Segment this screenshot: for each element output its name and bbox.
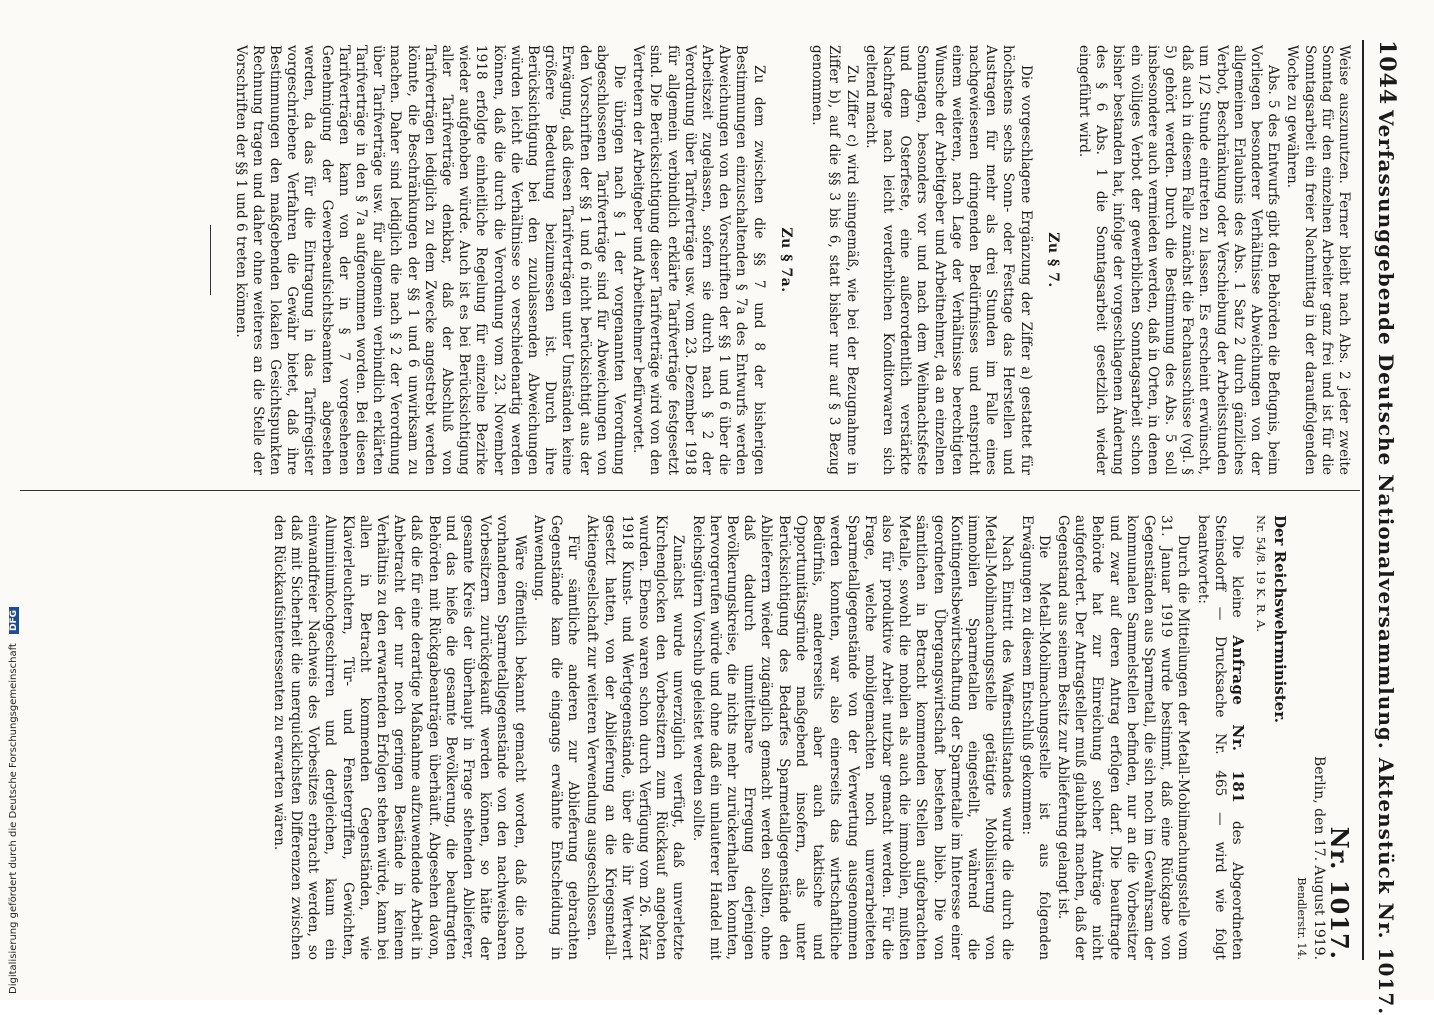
inquiry-intro: [1193, 515, 1246, 960]
paragraph: Durch die Mitteilungen der Metall-Mobilmachungsstelle vom 31. Januar 1919 wurde bestimmt, daß eine Rückgabe von Gegenständen aus Sparmetall, die sich noch im Gewahrsam der kommunalen Sammelstellen befinden, nur an die Vorbesitzer und zwar auf deren Antrag erfolgen darf. Die beauftragte Behörde hat zur Einreichung solcher Anträge nicht aufgefordert. Der Antragsteller muß glaubhaft machen, daß der Gegenstand aus seinem Besitz zur Ablieferung gelangt ist.: [1054, 515, 1192, 960]
page-header: [1370, 40, 1400, 1015]
credit-text: Digitalisierung gefördert durch die Deutsche Forschungsgemeinschaft: [8, 643, 19, 994]
document-number: Nr. 1017.: [1325, 826, 1354, 960]
inquiry-suffix: des Abgeordneten Steinsdorff — Drucksache Nr. 465 — wird wie folgt beantwortet:: [1194, 515, 1245, 960]
place-date: Berlin, den 17. August 1919.: [1310, 755, 1327, 960]
running-title: Verfassunggebende Deutsche Nationalversammlung. Aktenstück Nr. 1017.: [1374, 110, 1398, 1015]
left-column: [190, 45, 1352, 475]
sender-address: Bendlerstr. 14.: [1294, 877, 1308, 960]
column-divider: [20, 490, 1360, 491]
section-heading-7: Zu § 7.: [1044, 232, 1061, 288]
section-end-rule: [210, 225, 211, 295]
inquiry-title: Anfrage Nr. 181: [1228, 635, 1247, 804]
digitization-credit: [8, 607, 19, 994]
dfg-logo: DFG: [9, 607, 19, 634]
page-number: 1044: [1374, 40, 1400, 106]
right-column: [268, 515, 1352, 960]
paragraph: Zu Ziffer c) wird sinngemäß, wie bei der Bezugnahme in Ziffer b), auf die §§ 3 bis 6, statt bisher nur auf § 3 Bezug genommen.: [809, 45, 860, 475]
paragraph: Zunächst wurde unverzüglich verfügt, daß unverletzte Kirchenglocken den Vorbesitzern zum Rückkauf angeboten wurden. Ebenso waren schon durch Verfügung vom 26. März 1918 Kunst- und Wertgegenstände, über die ihr Wertwert gesetzt hatten, von der Ablieferung an die Kriegsmetall-Aktiengesellschaft zur weiteren Verwendung ausgeschlossen.: [584, 515, 687, 960]
paragraph: Weise auszunutzen. Ferner bleibt nach Abs. 2 jeder zweite Sonntag für den einzelnen Arbeiter ganz frei und ist für die Sonntagsarbeit ein freier Nachmittag in der darauffolgenden Woche zu gewähren.: [1284, 45, 1352, 475]
paragraph: Nach Eintritt des Waffenstillstandes wurde die durch die Metall-Mobilmachungsstelle getätigte Mobilisierung von immobilen Sparmetallen eingestellt, während die Kontingentsbewirtschaftung der Sparmetalle im Interesse einer geordneten Übergangswirtschaft bestehen blieb. Die von sämtlichen in Betracht kommenden Stellen aufgebrachten Metalle, sowohl die mobilen als auch die immobilen, mußten also für produktive Arbeit nutzbar gemacht werden. Für die Frage, welche mobilgemachten noch unverarbeiteten Sparmetallgegenstände von der Verwertung ausgenommen werden konnten, war also einerseits das wirtschaftliche Bedürfnis, andererseits aber auch taktische und Opportunitätsgründe maßgebend insofern, als unter Berücksichtigung des Bedarfes Sparmetallgegenstände den Ablieferern wieder zugänglich gemacht werden sollten, ohne daß dadurch unmittelbare Erregung derjenigen Bevölkerungskreise, die nichts mehr zurückerhalten konnten, hervorgerufen würde und ohne daß ein unlauterer Handel mit Reichsgütern Vorschub geleistet werden sollte.: [689, 515, 1016, 960]
paragraph: Abs. 5 des Entwurfs gibt den Behörden die Befugnis, beim Vorliegen besonderer Verhältnisse Abweichungen von der allgemeinen Erlaubnis des Abs. 1 Satz 2 durch gänzliches Verbot, Beschränkung oder Verschiebung der Arbeitsstunden um 1/2 Stunde eintreten zu lassen. Es erscheint erwünscht, daß auch in diesem Falle zunächst die Fachausschüsse (vgl. § 5) gehört werden. Durch die Bestimmung des Abs. 5 soll insbesondere auch vermieden werden, daß in Orten, in denen ein völliges Verbot der gewerblichen Sonntagsarbeit schon bisher bestanden hat, infolge der vorgeschlagenen Änderung des § 6 Abs. 1 die Sonntagsarbeit gesetzlich wieder eingeführt wird.: [1075, 45, 1282, 475]
paragraph: Für sämtliche anderen zur Ablieferung gebrachten Gegenstände kam die eingangs erwähnte Entscheidung in Anwendung.: [530, 515, 582, 960]
sender-reference: Nr. 54/8. 19 K. R. A.: [1254, 515, 1269, 632]
sender: Der Reichswehrminister.: [1271, 515, 1290, 723]
paragraph: Die übrigen nach § 1 der vorgenannten Verordnung abgeschlossenen Tarifverträge sind für Abweichungen von den Vorschriften der §§ 1 und 6 nicht berücksichtigt aus der Erwägung, daß diesen Tarifverträgen unter Umständen keine größere Bedeutung beizumessen ist. Durch ihre Berücksichtigung bei den zuzulassenden Abweichungen würden leicht die Verhältnisse so verschiedenartig werden können, daß die durch die Verordnung vom 23. November 1918 erfolgte einheitliche Regelung für einzelne Bezirke wieder aufgehoben würde. Auch ist es bei Berücksichtigung aller Tarifverträge denkbar, daß der Abschluß von Tarifverträgen lediglich zu dem Zwecke angestrebt werden könnte, die Beschränkungen der §§ 1 und 6 unwirksam zu machen. Daher sind lediglich die nach § 2 der Verordnung über Tarifverträge usw. für allgemein verbindlich erklärten Tarifverträge in den § 7a aufgenommen worden. Bei diesen Tarifverträgen kann von der in § 7 vorgesehenen Genehmigung der Gewerbeaufsichtsbeamten abgesehen werden, da das für die Eintragung in das Tarifregister vorgeschriebene Verfahren die Gewähr bietet, daß ihre Bestimmungen den maßgebenden lokalen Gesichtspunkten Rechnung tragen und daher ohne weiteres an die Stelle der Vorschriften der §§ 1 und 6 treten können.: [232, 45, 628, 475]
section-heading-7a: Zu § 7a.: [777, 227, 794, 293]
paragraph: Wäre öffentlich bekannt gemacht worden, daß die noch vorhandenen Sparmetallgegenstände von den nachweisbaren Vorbesitzern zurückgekauft werden können, so hätte der gesamte Kreis der überhaupt in Frage stehenden Ablieferer, und das hieße die gesamte Bevölkerung, die beauftragten Behörden mit Rückgabeanträgen überhäuft. Abgesehen davon, daß die für eine derartige Maßnahme aufzuwendende Arbeit in Anbetracht der nur noch geringen Bestände in keinem Verhältnis zu den erwartenden Erfolgen stehen würde, kann bei allen in Betracht kommenden Gegenständen, wie Klavierleuchtern, Tür- und Fenstergriffen, Gewichten, Aluminiumkochgeschirren und dergleichen, kaum ein einwandfreier Nachweis des Vorbesitzes erbracht werden, so daß mit Sicherheit die unerquicklichsten Differenzen zwischen den Rückkaufsinteressenten zu erwarten wären.: [270, 515, 528, 960]
paragraph: Die vorgeschlagene Ergänzung der Ziffer a) gestattet für höchstens sechs Sonn- oder Festtage das Herstellen und Austragen für mehr als drei Stunden im Falle eines nachgewiesenen dringenden Bedürfnisses und entspricht einem weiteren, nach Lage der Verhältnisse berechtigten Wunsche der Arbeitgeber und Arbeitnehmer, da an einzelnen Sonntagen, besonders vor und nach dem Weihnachtsfeste und dem Osterfeste, eine außerordentlich verstärkte Nachfrage nach leicht verderblichen Konditorwaren sich geltend macht.: [862, 45, 1034, 475]
header-rule: [1362, 40, 1364, 960]
inquiry-prefix: Die kleine: [1228, 535, 1245, 618]
paragraph: Die Metall-Mobilmachungsstelle ist aus folgenden Erwägungen zu diesem Entschluß gekommen:: [1018, 515, 1052, 960]
paragraph: Zu dem zwischen die §§ 7 und 8 der bisherigen Bestimmungen einzuschaltenden § 7a des Entwurfs werden Abweichungen von den Vorschriften der §§ 1 und 6 über die Arbeitszeit zugelassen, sofern sie durch nach § 2 der Verordnung über Tarifverträge usw. vom 23. Dezember 1918 für allgemein verbindlich erklärte Tarifverträge festgesetzt sind. Die Berücksichtigung dieser Tarifverträge wird von den Vertretern der Arbeitgeber und Arbeitnehmer befürwortet.: [630, 45, 767, 475]
